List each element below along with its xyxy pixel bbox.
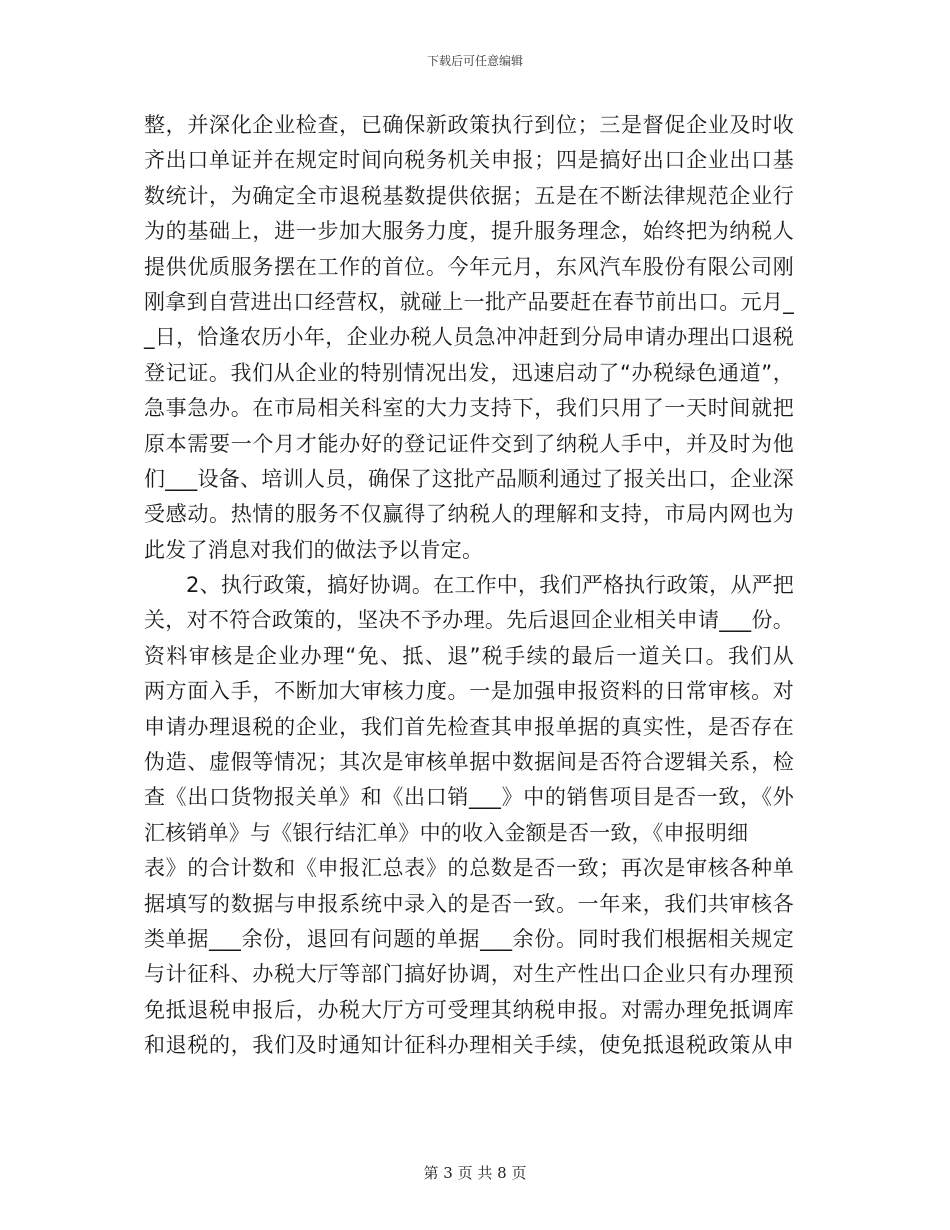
text-line: 和退税的，我们及时通知计征科办理相关手续，使免抵退税政策从申 bbox=[144, 1033, 794, 1058]
document-body bbox=[144, 108, 794, 1064]
text-line: 伪造、虚假等情况；其次是审核单据中数据间是否符合逻辑关系，检 bbox=[144, 750, 794, 775]
text-line: _日，恰逢农历小年，企业办税人员急冲冲赶到分局申请办理出口退税 bbox=[144, 325, 794, 350]
text-line: 急事急办。在市局相关科室的大力支持下，我们只用了一天时间就把 bbox=[144, 396, 794, 421]
text-line: 与计征科、办税大厅等部门搞好协调，对生产性出口企业只有办理预 bbox=[144, 962, 794, 987]
text-line: 两方面入手，不断加大审核力度。一是加强申报资料的日常审核。对 bbox=[144, 679, 794, 704]
page-number: 第 3 页 共 8 页 bbox=[423, 1164, 527, 1182]
text-line: 查《出口货物报关单》和《出口销___》中的销售项目是否一致，《外 bbox=[144, 785, 794, 810]
text-line: 汇核销单》与《银行结汇单》中的收入金额是否一致，《申报明细 bbox=[144, 820, 749, 845]
text-line: 整，并深化企业检查，已确保新政策执行到位；三是督促企业及时收 bbox=[144, 113, 794, 137]
text-line: 据填写的数据与申报系统中录入的是否一致。一年来，我们共审核各 bbox=[144, 891, 794, 916]
text-line-paragraph-start: 2、执行政策，搞好协调。在工作中，我们严格执行政策，从严把 bbox=[186, 573, 794, 598]
text-line: 关，对不符合政策的，坚决不予办理。先后退回企业相关申请___份。 bbox=[144, 608, 794, 633]
text-line: 免抵退税申报后，办税大厅方可受理其纳税申报。对需办理免抵调库 bbox=[144, 997, 794, 1022]
text-line: 刚拿到自营进出口经营权，就碰上一批产品要赶在春节前出口。元月_ bbox=[144, 289, 794, 314]
text-line: 数统计，为确定全市退税基数提供依据；五是在不断法律规范企业行 bbox=[144, 183, 794, 208]
text-line: 此发了消息对我们的做法予以肯定。 bbox=[144, 537, 484, 562]
text-line: 类单据___余份，退回有问题的单据___余份。同时我们根据相关规定 bbox=[144, 926, 794, 951]
text-line: 提供优质服务摆在工作的首位。今年元月，东风汽车股份有限公司刚 bbox=[144, 254, 794, 279]
text-line: 登记证。我们从企业的特别情况出发，迅速启动了“办税绿色通道”， bbox=[144, 360, 794, 385]
text-line: 申请办理退税的企业，我们首先检查其申报单据的真实性，是否存在 bbox=[144, 714, 794, 739]
text-line: 原本需要一个月才能办好的登记证件交到了纳税人手中，并及时为他 bbox=[144, 431, 794, 456]
page-header: 下载后可任意编辑 bbox=[426, 54, 523, 68]
text-line: 表》的合计数和《申报汇总表》的总数是否一致；再次是审核各种单 bbox=[144, 856, 794, 881]
text-line: 为的基础上，进一步加大服务力度，提升服务理念，始终把为纳税人 bbox=[144, 219, 794, 244]
text-line: 们___设备、培训人员，确保了这批产品顺利通过了报关出口，企业深 bbox=[144, 466, 794, 491]
text-line: 齐出口单证并在规定时间向税务机关申报；四是搞好出口企业出口基 bbox=[144, 148, 794, 173]
text-line: 资料审核是企业办理“免、抵、退”税手续的最后一道关口。我们从 bbox=[144, 643, 794, 668]
text-line: 受感动。热情的服务不仅赢得了纳税人的理解和支持，市局内网也为 bbox=[144, 502, 794, 527]
